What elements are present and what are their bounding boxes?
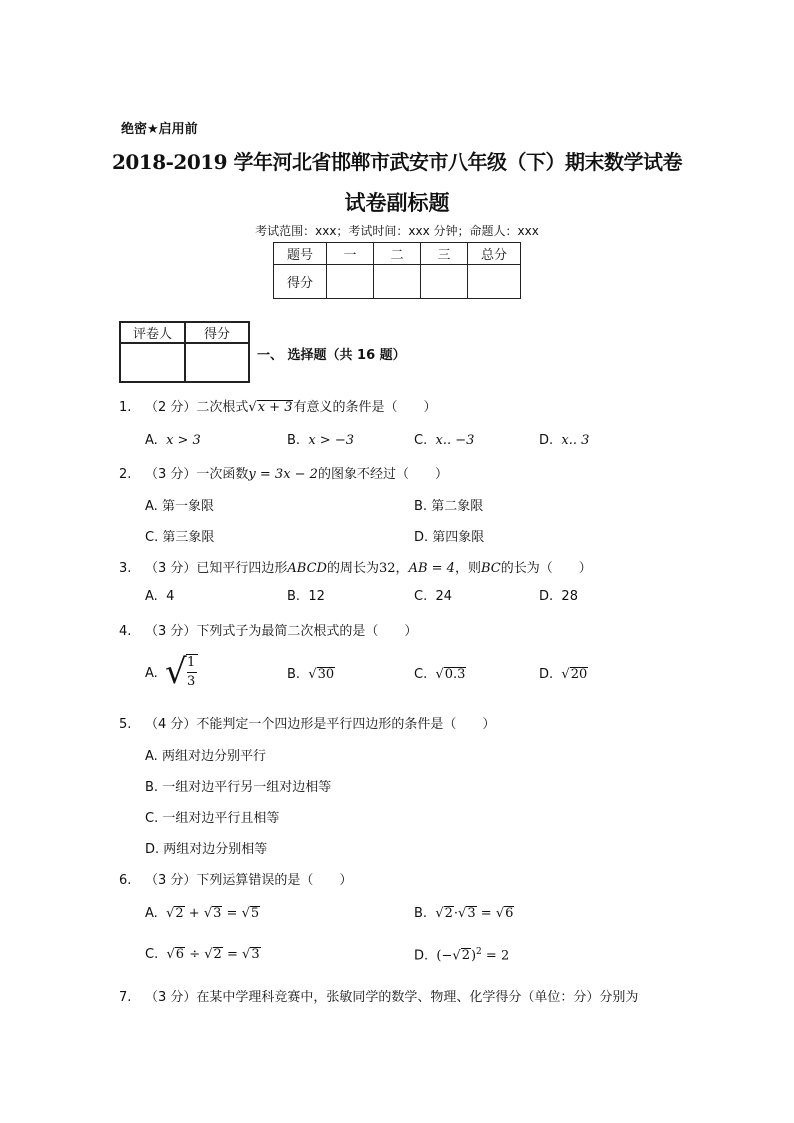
question-7 [119,986,638,1005]
grader-score-row [120,343,249,382]
question-text: 的长为（ ） [500,561,592,576]
option-d [414,526,484,545]
grader-header-row [120,322,249,343]
question-points: （4 分） [145,717,197,732]
option-operator: · [453,906,459,921]
score-header-cell: 总分 [468,243,521,265]
option-d [539,667,588,682]
option-value: 第一象限 [161,499,214,514]
sqrt-symbol: √ [203,906,213,921]
question-points: （3 分） [145,561,197,576]
score-cell-empty [468,265,521,299]
question-number: 2. [119,467,132,482]
option-radicand: 2 [444,906,453,921]
question-text: 的周长为 [326,561,379,576]
option-equals: = [226,906,238,921]
option-radicand: 2 [461,948,470,964]
question-number: 1. [119,400,132,415]
option-radicand: 30 [317,667,335,682]
option-paren-open: (− [436,948,453,964]
option-label: C. [414,433,428,448]
option-operator: ÷ [189,947,201,962]
option-d [145,838,267,857]
question-text: 下列运算错误的是（ ） [196,873,353,888]
sqrt-symbol: √ [166,947,175,962]
question-points: （3 分） [145,467,197,482]
option-b [287,433,354,448]
question-text: ，则 [454,561,481,576]
option-c [145,947,261,962]
option-radicand: 6 [505,906,514,921]
option-a [145,433,201,448]
question-points: （3 分） [145,624,197,639]
question-number: 6. [119,873,132,888]
option-label: A. [145,499,158,514]
option-equals: = 2 [485,948,510,964]
option-a [145,589,174,604]
sqrt-symbol: √ [165,652,187,692]
question-number: 3. [119,561,132,576]
option-exponent: 2 [476,947,482,957]
question-ab: AB = 4 [408,561,455,576]
option-c [414,589,452,604]
option-value: 28 [561,589,578,604]
section-title: 一、 选择题（共 16 题） [257,348,406,363]
question-radicand: x + 3 [257,400,293,415]
option-radicand: 2 [175,906,184,921]
option-label: C. [414,589,428,604]
sqrt-symbol: √ [435,906,444,921]
option-label: B. [145,780,159,795]
score-table-score-row [274,265,521,299]
option-label: D. [539,433,554,448]
option-radicand: 3 [251,947,260,962]
grader-header-cell: 评卷人 [120,322,185,343]
question-text: 的图象不经过（ ） [317,467,448,482]
option-label: B. [287,433,301,448]
question-text: 一次函数 [196,467,249,482]
option-label: B. [414,906,428,921]
question-text: 下列式子为最简二次根式的是（ ） [196,624,418,639]
option-a [145,906,260,921]
question-number: 5. [119,717,132,732]
question-number: 7. [119,990,132,1005]
question-number: 4. [119,624,132,639]
option-label: B. [414,499,428,514]
option-value: 一组对边平行且相等 [162,811,280,826]
option-c [145,807,279,826]
fraction-numerator: 1 [187,655,196,670]
option-label: A. [145,906,158,921]
sqrt-symbol: √ [435,667,444,682]
score-header-cell: 二 [374,243,421,265]
option-value: x.. 3 [561,433,590,448]
question-text: 已知平行四边形 [196,561,288,576]
option-d [539,433,589,448]
sqrt-symbol: √ [561,667,570,682]
option-value: x > 3 [166,433,201,448]
sqrt-symbol: √ [452,948,461,964]
option-equals: = [480,906,492,921]
question-5 [119,713,495,732]
option-value: 第三象限 [162,530,215,545]
option-label: A. [145,589,158,604]
question-points: （3 分） [145,873,197,888]
sqrt-symbol: √ [241,906,250,921]
score-cell-empty [421,265,468,299]
option-value: x.. −3 [435,433,475,448]
question-2 [119,463,448,482]
option-label: A. [145,433,158,448]
grader-cell-empty [120,343,185,382]
question-6 [119,869,352,888]
option-b [287,667,335,682]
exam-info: 考试范围：xxx；考试时间：xxx 分钟；命题人：xxx [255,224,539,238]
option-label: D. [414,530,429,545]
score-cell-empty [327,265,374,299]
option-label: C. [414,667,428,682]
option-value: x > −3 [308,433,354,448]
score-table-header-row [274,243,521,265]
question-text: 不能判定一个四边形是平行四边形的条件是（ ） [196,717,496,732]
question-3 [119,557,592,576]
sqrt-symbol: √ [495,906,505,921]
score-row-label: 得分 [274,265,327,299]
option-value: 12 [308,589,325,604]
sqrt-symbol: √ [166,906,175,921]
sqrt-symbol: √ [458,906,467,921]
option-c [145,526,214,545]
option-radicand: 0.3 [444,667,466,682]
option-d [414,947,509,964]
option-value: 两组对边分别平行 [161,749,266,764]
sqrt-symbol: √ [308,667,317,682]
exam-title: 2018-2019 学年河北省邯郸市武安市八年级（下）期末数学试卷 [111,150,683,174]
option-b [145,776,331,795]
option-label: B. [287,667,301,682]
option-radicand: 5 [250,906,260,921]
sqrt-symbol: √ [204,947,213,962]
option-label: C. [145,530,159,545]
fraction-denominator: 3 [187,674,196,689]
option-value: 第二象限 [431,499,484,514]
option-a [145,745,266,764]
question-formula: y = 3x − 2 [248,467,318,482]
option-equals: = [226,947,238,962]
option-paren-close: ) [470,948,477,964]
option-label: A. [145,749,158,764]
question-4 [119,620,417,639]
exam-subtitle: 试卷副标题 [344,190,450,215]
grader-cell-empty [185,343,249,382]
sqrt-symbol: √ [248,400,257,415]
option-radicand: 6 [175,947,185,962]
option-label: A. [145,666,158,681]
option-value: 一组对边平行另一组对边相等 [162,780,332,795]
option-c [414,667,466,682]
score-table [273,242,521,299]
option-d [539,589,578,604]
option-value: 两组对边分别相等 [163,842,268,857]
option-radicand: 3 [213,906,222,921]
score-header-cell: 题号 [274,243,327,265]
question-points: （3 分） [145,990,197,1005]
option-b [414,495,483,514]
option-c [414,433,474,448]
option-b [414,906,514,921]
question-perimeter: 32 [379,561,396,576]
question-1 [119,396,437,415]
option-label: D. [145,842,160,857]
question-text: ， [395,561,409,576]
option-operator: + [188,906,200,921]
option-label: D. [414,948,429,964]
score-header-cell: 一 [327,243,374,265]
question-text: 有意义的条件是（ ） [293,400,437,415]
sqrt-symbol: √ [242,947,251,962]
option-value: 4 [166,589,175,604]
option-b [287,589,325,604]
question-text: 二次根式 [196,400,249,415]
option-radicand: 20 [570,667,588,682]
option-value: 24 [435,589,453,604]
option-label: D. [539,589,554,604]
grader-header-cell: 得分 [185,322,249,343]
option-value: 第四象限 [432,530,485,545]
question-bc: BC [480,561,501,576]
option-a [145,495,214,514]
question-shape: ABCD [287,561,327,576]
question-text: 在某中学理科竞赛中，张敏同学的数学、物理、化学得分（单位：分）分别为 [196,990,639,1005]
option-label: C. [145,811,159,826]
secret-mark: 绝密★启用前 [121,122,198,137]
grader-table [119,321,250,383]
option-label: C. [145,947,159,962]
score-header-cell: 三 [421,243,468,265]
option-label: D. [539,667,554,682]
option-label: B. [287,589,301,604]
option-radicand: 3 [467,906,476,921]
question-points: （2 分） [145,400,197,415]
option-radicand: 2 [213,947,222,962]
score-cell-empty [374,265,421,299]
